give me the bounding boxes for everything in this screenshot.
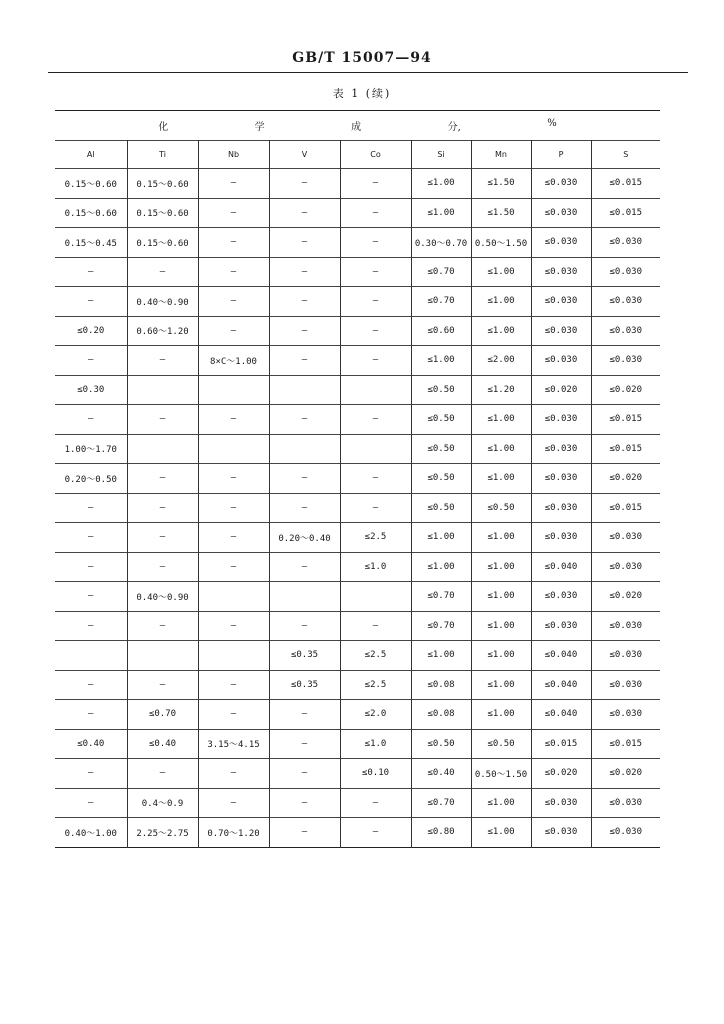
table-cell: ≤0.030	[591, 287, 660, 317]
table-cell: —	[340, 405, 411, 435]
table-cell: 0.20～0.40	[269, 523, 340, 553]
table-cell	[340, 434, 411, 464]
table-cell: —	[88, 355, 94, 366]
table-cell: ≤1.00	[471, 788, 531, 818]
table-caption: 表 1 (续)	[332, 87, 392, 100]
table-cell: —	[340, 198, 411, 228]
table-cell: —	[198, 759, 269, 789]
table-cell: ≤0.040	[531, 670, 591, 700]
table-cell: ≤0.030	[531, 464, 591, 494]
table-cell: —	[198, 464, 269, 494]
table-cell	[198, 434, 269, 464]
group-title-char: 分,	[447, 122, 461, 133]
column-header: Mn	[471, 141, 531, 169]
table-cell: ≤1.00	[411, 641, 471, 671]
table-cell: 0.20～0.50	[64, 474, 117, 485]
standard-number: GB/T 15007—94	[292, 50, 432, 66]
table-cell: —	[88, 296, 94, 307]
table-cell: 3.15～4.15	[198, 729, 269, 759]
table-cell: ≤1.00	[471, 611, 531, 641]
table-cell: ≤1.00	[411, 523, 471, 553]
table-cell: ≤1.00	[471, 670, 531, 700]
table-cell: ≤0.40	[77, 738, 105, 749]
table-cell: ≤0.015	[531, 729, 591, 759]
table-cell: ≤0.015	[591, 729, 660, 759]
table-cell: ≤2.5	[340, 670, 411, 700]
table-cell: ≤0.020	[591, 582, 660, 612]
table-cell	[55, 641, 127, 671]
table-cell	[269, 375, 340, 405]
chemical-composition-table	[55, 110, 660, 848]
table-cell: —	[198, 611, 269, 641]
table-cell: ≤0.50	[411, 493, 471, 523]
table-cell: —	[269, 405, 340, 435]
table-cell: ≤0.020	[531, 375, 591, 405]
table-cell: 0.15～0.45	[64, 238, 117, 249]
table-row	[55, 552, 660, 582]
table-cell: 0.30～0.70	[411, 228, 471, 258]
table-cell: 0.50～1.50	[471, 228, 531, 258]
table-row	[55, 818, 660, 848]
table-cell: 0.15～0.60	[127, 228, 198, 258]
table-cell: —	[127, 493, 198, 523]
table-cell: —	[340, 287, 411, 317]
table-cell: ≤1.00	[471, 257, 531, 287]
table-row	[55, 169, 660, 199]
table-cell: ≤2.0	[340, 700, 411, 730]
table-cell: —	[127, 611, 198, 641]
table-cell: —	[127, 346, 198, 376]
table-row	[55, 759, 660, 789]
table-cell: ≤0.015	[591, 198, 660, 228]
table-cell: ≤0.030	[531, 523, 591, 553]
table-cell: ≤0.20	[77, 325, 105, 336]
group-title	[55, 111, 660, 141]
table-cell: —	[340, 464, 411, 494]
table-cell: —	[340, 788, 411, 818]
table-row	[55, 582, 660, 612]
table-cell: ≤2.00	[471, 346, 531, 376]
table-cell: 0.70～1.20	[198, 818, 269, 848]
table-cell: —	[88, 797, 94, 808]
column-header: Co	[340, 141, 411, 169]
table-cell: ≤2.5	[340, 641, 411, 671]
table-row	[55, 729, 660, 759]
table-row	[55, 316, 660, 346]
table-cell: ≤0.030	[531, 611, 591, 641]
table-cell: ≤0.030	[531, 788, 591, 818]
table-cell: ≤0.015	[591, 405, 660, 435]
table-cell: —	[198, 523, 269, 553]
table-cell: —	[269, 788, 340, 818]
group-title-char: %	[547, 118, 557, 129]
column-header: Al	[86, 150, 95, 159]
table-cell: 0.15～0.60	[127, 198, 198, 228]
column-header: Ti	[127, 141, 198, 169]
table-cell: ≤0.020	[591, 759, 660, 789]
table-cell: —	[269, 228, 340, 258]
table-cell: ≤0.030	[531, 169, 591, 199]
table-row	[55, 523, 660, 553]
table-cell: ≤0.50	[411, 729, 471, 759]
table-cell	[269, 582, 340, 612]
table-cell	[340, 375, 411, 405]
table-cell: ≤1.00	[471, 700, 531, 730]
table-cell: —	[88, 620, 94, 631]
table-row	[55, 228, 660, 258]
table-cell: ≤0.015	[591, 169, 660, 199]
table-cell: ≤0.030	[531, 228, 591, 258]
table-cell: ≤0.040	[531, 700, 591, 730]
table-cell: ≤0.030	[591, 788, 660, 818]
table-cell: ≤0.70	[411, 287, 471, 317]
table-cell: ≤0.030	[591, 670, 660, 700]
table-cell: ≤1.00	[471, 316, 531, 346]
table-cell: —	[269, 316, 340, 346]
table-cell: ≤0.030	[591, 523, 660, 553]
table-cell	[198, 375, 269, 405]
column-header: Si	[411, 141, 471, 169]
table-cell: ≤1.00	[471, 464, 531, 494]
table-row	[55, 641, 660, 671]
table-cell: —	[269, 759, 340, 789]
table-cell: —	[198, 198, 269, 228]
table-cell: ≤0.040	[531, 552, 591, 582]
table-cell: —	[198, 257, 269, 287]
table-cell: 2.25～2.75	[127, 818, 198, 848]
table-cell: ≤0.030	[591, 228, 660, 258]
table-cell: —	[127, 552, 198, 582]
table-cell: ≤0.030	[591, 552, 660, 582]
table-cell: —	[198, 700, 269, 730]
table-cell: ≤0.030	[531, 257, 591, 287]
table-cell: —	[269, 346, 340, 376]
table-cell: —	[88, 591, 94, 602]
table-cell: —	[269, 464, 340, 494]
table-cell: —	[88, 532, 94, 543]
table-cell: —	[127, 523, 198, 553]
table-cell: —	[198, 316, 269, 346]
table-cell: —	[198, 493, 269, 523]
table-cell	[198, 641, 269, 671]
table-cell: ≤0.030	[531, 346, 591, 376]
table-cell: —	[198, 552, 269, 582]
table-cell: ≤0.35	[269, 641, 340, 671]
table-cell: —	[198, 287, 269, 317]
table-cell: —	[269, 552, 340, 582]
table-cell: —	[340, 611, 411, 641]
table-cell: —	[127, 257, 198, 287]
table-cell: ≤1.00	[411, 346, 471, 376]
table-cell: ≤0.50	[411, 434, 471, 464]
table-cell: —	[340, 316, 411, 346]
table-cell: ≤0.030	[531, 405, 591, 435]
table-cell: —	[88, 414, 94, 425]
table-cell: —	[340, 169, 411, 199]
table-cell: —	[127, 670, 198, 700]
table-cell: 0.4～0.9	[127, 788, 198, 818]
table-row	[55, 493, 660, 523]
table-cell: ≤0.030	[591, 316, 660, 346]
table-cell: ≤0.40	[411, 759, 471, 789]
table-cell: 0.15～0.60	[64, 209, 117, 220]
table-cell: —	[269, 198, 340, 228]
group-title-char: 学	[254, 122, 265, 133]
table-cell: —	[340, 818, 411, 848]
table-cell: ≤0.70	[411, 582, 471, 612]
column-header-row	[55, 141, 660, 169]
table-cell: —	[88, 561, 94, 572]
column-header: S	[591, 141, 660, 169]
table-row	[55, 788, 660, 818]
table-cell: ≤1.0	[340, 729, 411, 759]
table-cell: —	[340, 493, 411, 523]
table-cell: —	[88, 709, 94, 720]
table-cell: ≤0.50	[471, 493, 531, 523]
table-cell: ≤0.030	[531, 493, 591, 523]
table-cell: ≤0.70	[411, 611, 471, 641]
table-row	[55, 346, 660, 376]
table-cell: ≤0.020	[591, 375, 660, 405]
table-cell: ≤0.015	[591, 493, 660, 523]
table-cell: ≤1.00	[471, 405, 531, 435]
table-cell: ≤0.030	[591, 818, 660, 848]
table-cell: ≤0.50	[471, 729, 531, 759]
table-cell	[269, 434, 340, 464]
table-cell: —	[269, 257, 340, 287]
table-cell	[198, 582, 269, 612]
table-cell: —	[269, 169, 340, 199]
table-cell: ≤0.70	[411, 257, 471, 287]
table-cell: ≤0.80	[411, 818, 471, 848]
table-cell: —	[88, 679, 94, 690]
table-cell: —	[88, 502, 94, 513]
table-cell: —	[88, 768, 94, 779]
table-cell: ≤1.50	[471, 198, 531, 228]
table-cell: 0.40～0.90	[127, 287, 198, 317]
table-cell: ≤0.030	[591, 611, 660, 641]
table-cell: 0.15～0.60	[127, 169, 198, 199]
table-row	[55, 670, 660, 700]
table-cell: ≤0.70	[127, 700, 198, 730]
table-cell: 0.40～0.90	[127, 582, 198, 612]
table-row	[55, 611, 660, 641]
table-cell: ≤0.60	[411, 316, 471, 346]
table-cell: 0.40～1.00	[64, 828, 117, 839]
table-cell: —	[127, 405, 198, 435]
table-cell	[127, 641, 198, 671]
table-row	[55, 375, 660, 405]
table-cell: 0.60～1.20	[127, 316, 198, 346]
table-cell: ≤1.00	[471, 582, 531, 612]
table-cell: —	[340, 228, 411, 258]
table-cell: ≤1.20	[471, 375, 531, 405]
table-row	[55, 257, 660, 287]
table-cell: ≤1.00	[471, 434, 531, 464]
table-cell: ≤1.00	[471, 552, 531, 582]
table-cell	[127, 434, 198, 464]
table-cell: —	[127, 759, 198, 789]
header-rule	[48, 72, 688, 73]
table-cell: ≤0.030	[531, 582, 591, 612]
table-cell: ≤0.030	[591, 257, 660, 287]
table-cell: ≤1.50	[471, 169, 531, 199]
table-cell: ≤1.00	[411, 198, 471, 228]
table-cell: —	[269, 818, 340, 848]
table-cell: —	[198, 788, 269, 818]
table-cell: 0.50～1.50	[471, 759, 531, 789]
table-cell: ≤0.020	[591, 464, 660, 494]
table-cell: 1.00～1.70	[64, 445, 117, 456]
table-cell: ≤0.50	[411, 405, 471, 435]
table-cell: —	[340, 346, 411, 376]
table-cell: ≤1.00	[471, 523, 531, 553]
group-title-row	[55, 111, 660, 141]
group-title-char: 化	[158, 122, 169, 133]
table-cell: ≤1.00	[411, 552, 471, 582]
table-cell: —	[340, 257, 411, 287]
table-row	[55, 198, 660, 228]
table-cell: ≤0.020	[531, 759, 591, 789]
table-cell: ≤0.030	[531, 818, 591, 848]
table-cell: ≤0.040	[531, 641, 591, 671]
table-cell: ≤0.40	[127, 729, 198, 759]
table-row	[55, 405, 660, 435]
table-cell: ≤0.35	[269, 670, 340, 700]
table-cell: —	[269, 700, 340, 730]
table-cell: —	[198, 169, 269, 199]
table-cell: —	[269, 493, 340, 523]
table-row	[55, 434, 660, 464]
table-cell: ≤0.030	[531, 287, 591, 317]
table-cell: —	[269, 611, 340, 641]
table-cell: ≤0.50	[411, 375, 471, 405]
table-cell: —	[127, 464, 198, 494]
table-cell: —	[269, 729, 340, 759]
table-cell: ≤0.50	[411, 464, 471, 494]
table-cell: ≤0.030	[531, 198, 591, 228]
table-cell: ≤0.030	[591, 346, 660, 376]
table-cell: —	[198, 405, 269, 435]
table-row	[55, 287, 660, 317]
table-cell: —	[198, 228, 269, 258]
table-cell: ≤1.0	[340, 552, 411, 582]
table-cell: ≤0.30	[77, 384, 105, 395]
table-cell: ≤0.015	[591, 434, 660, 464]
table-cell: ≤1.00	[471, 641, 531, 671]
table-cell: ≤1.00	[471, 287, 531, 317]
table-cell: ≤1.00	[411, 169, 471, 199]
table-row	[55, 464, 660, 494]
table-cell: —	[88, 266, 94, 277]
table-cell: ≤0.08	[411, 670, 471, 700]
table-cell	[127, 375, 198, 405]
column-header: P	[531, 141, 591, 169]
table-cell: 8×C～1.00	[198, 346, 269, 376]
table-cell: ≤0.030	[591, 641, 660, 671]
table-cell: —	[269, 287, 340, 317]
column-header: V	[269, 141, 340, 169]
group-title-char: 成	[351, 122, 362, 133]
table-cell: 0.15～0.60	[64, 179, 117, 190]
table-row	[55, 700, 660, 730]
table-cell: ≤0.030	[591, 700, 660, 730]
table-cell: ≤1.00	[471, 818, 531, 848]
table-cell: ≤0.08	[411, 700, 471, 730]
table-cell: ≤0.030	[531, 434, 591, 464]
column-header: Nb	[198, 141, 269, 169]
table-cell: —	[198, 670, 269, 700]
table-cell: ≤2.5	[340, 523, 411, 553]
table-cell	[340, 582, 411, 612]
table-cell: ≤0.10	[340, 759, 411, 789]
table-cell: ≤0.70	[411, 788, 471, 818]
table-cell: ≤0.030	[531, 316, 591, 346]
